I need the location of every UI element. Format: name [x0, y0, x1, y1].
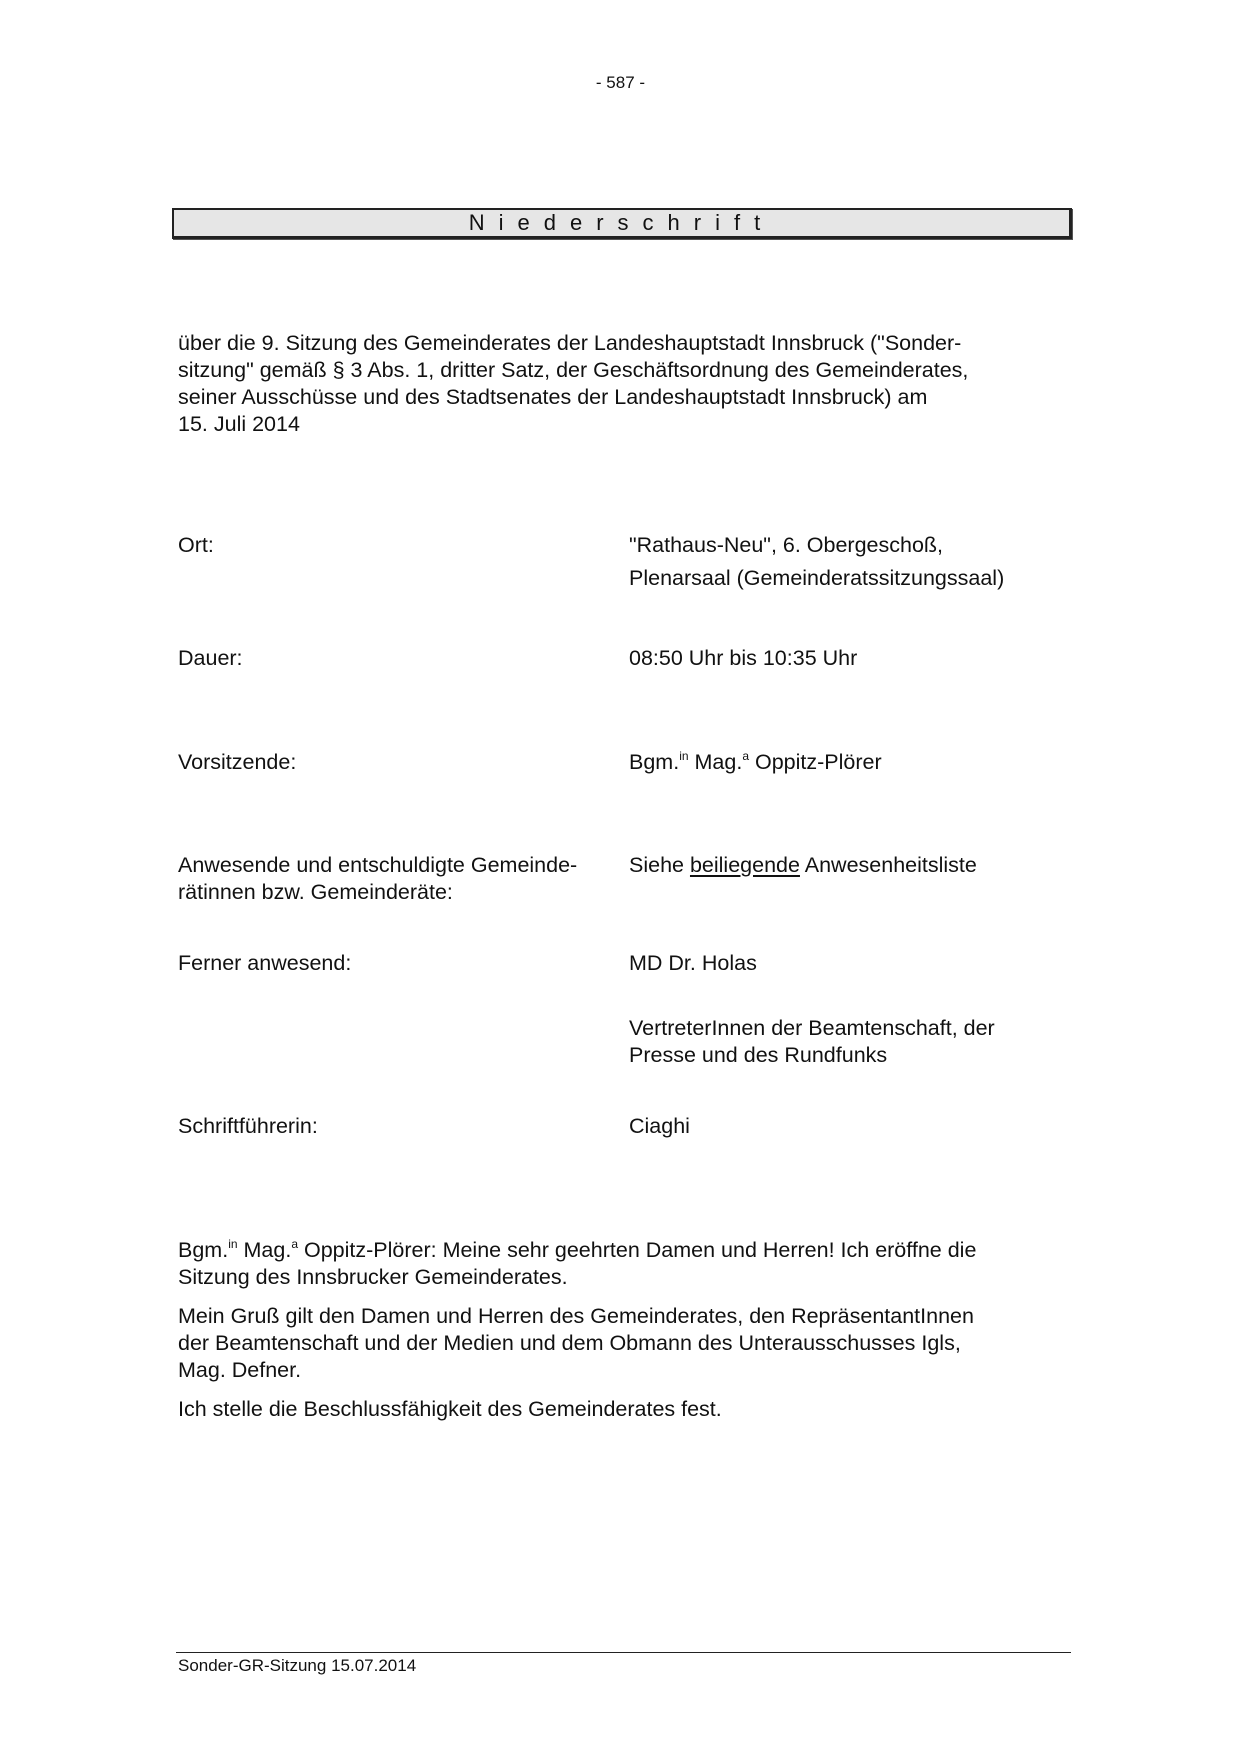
intro-line: 15. Juli 2014: [178, 412, 300, 436]
ort-value: [629, 532, 1004, 592]
ferner-value-line: Presse und des Rundfunks: [629, 1043, 888, 1067]
anwesend-pre: Siehe: [629, 853, 690, 877]
intro-paragraph: [178, 330, 1058, 438]
ferner-label: Ferner anwesend:: [178, 951, 352, 975]
speech-text: Oppitz-Plörer: Meine sehr geehrten Damen und Herren! Ich eröffne die: [298, 1238, 977, 1262]
intro-line: seiner Ausschüsse und des Stadtsenates der Landeshauptstadt Innsbruck) am: [178, 385, 928, 409]
dauer-value: 08:50 Uhr bis 10:35 Uhr: [629, 646, 858, 670]
schrift-label: Schriftführerin:: [178, 1114, 318, 1138]
vorsitz-label: Vorsitzende:: [178, 750, 297, 774]
anwesend-post: Anwesenheitsliste: [799, 853, 977, 877]
ort-value-line: "Rathaus-Neu", 6. Obergeschoß,: [629, 533, 944, 557]
speech-line: Mag. Defner.: [178, 1358, 302, 1382]
vorsitz-title: Bgm.: [629, 750, 680, 774]
vorsitz-name: Oppitz-Plörer: [749, 750, 882, 774]
ferner-value-2: [629, 1015, 995, 1069]
ferner-value-line: VertreterInnen der Beamtenschaft, der: [629, 1016, 995, 1040]
speech-line: Mein Gruß gilt den Damen und Herren des Gemeinderates, den RepräsentantInnen: [178, 1304, 974, 1328]
vorsitz-sup: in: [679, 749, 689, 763]
anwesend-label: [178, 852, 577, 906]
speech-sup: in: [228, 1237, 238, 1251]
intro-line: sitzung" gemäß § 3 Abs. 1, dritter Satz, der Geschäftsordnung des Gemeinderates,: [178, 358, 969, 382]
speech-paragraph-3: Ich stelle die Beschlussfähigkeit des Gemeinderates fest.: [178, 1397, 722, 1421]
ferner-value-1: MD Dr. Holas: [629, 951, 757, 975]
footer-divider: [176, 1652, 1071, 1653]
ort-value-line: Plenarsaal (Gemeinderatssitzungssaal): [629, 566, 1005, 590]
speech-line: Sitzung des Innsbrucker Gemeinderates.: [178, 1265, 568, 1289]
speech-line: der Beamtenschaft und der Medien und dem Obmann des Unterausschusses Igls,: [178, 1331, 961, 1355]
anwesend-underlined: beiliegende: [689, 853, 800, 877]
footer-text: Sonder-GR-Sitzung 15.07.2014: [178, 1656, 417, 1675]
intro-line: über die 9. Sitzung des Gemeinderates der Landeshauptstadt Innsbruck ("Sonder-: [178, 331, 962, 355]
document-title: Niederschrift: [468, 210, 775, 235]
speech-mag: Mag.: [237, 1238, 292, 1262]
schrift-value: Ciaghi: [629, 1114, 690, 1138]
dauer-label: Dauer:: [178, 646, 243, 670]
speech-paragraph-1: [178, 1237, 1058, 1291]
ort-label: Ort:: [178, 533, 214, 557]
page-number: - 587 -: [595, 73, 646, 92]
vorsitz-sup: a: [742, 749, 749, 763]
anwesend-label-line: Anwesende und entschuldigte Gemeinde-: [178, 853, 578, 877]
anwesend-value: [629, 852, 977, 879]
vorsitz-mag: Mag.: [688, 750, 743, 774]
speech-paragraph-2: [178, 1303, 1058, 1384]
anwesend-label-line: rätinnen bzw. Gemeinderäte:: [178, 880, 453, 904]
vorsitz-value: [629, 749, 882, 776]
speech-sup: a: [291, 1237, 298, 1251]
document-title-box: [172, 208, 1072, 239]
speech-title: Bgm.: [178, 1238, 229, 1262]
